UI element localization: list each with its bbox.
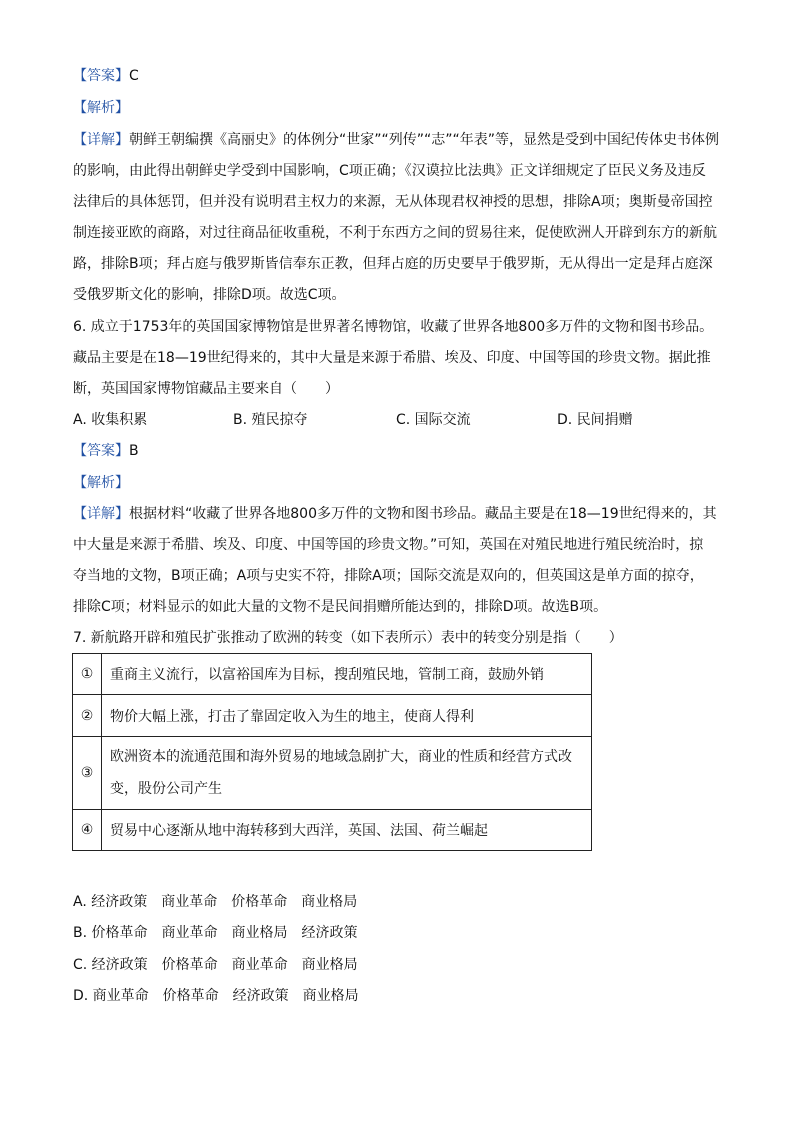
q7-table (72, 653, 592, 851)
detail-text: 根据材料“收藏了世界各地800多万件的文物和图书珍品。藏品主要是在18—19世纪得来的，其 (129, 506, 717, 522)
row-text: 物价大幅上涨，打击了靠固定收入为生的地主，使商人得利 (102, 695, 592, 737)
q6-stem-line-2: 藏品主要是在18—19世纪得来的，其中大量是来源于希腊、埃及、印度、中国等国的珍贵文物。据此推 (73, 350, 711, 366)
q6-stem-line-3: 断，英国国家博物馆藏品主要来自（ ） (73, 381, 339, 397)
q5-detail-line-2: 的影响，由此得出朝鲜史学受到中国影响，C项正确；《汉谟拉比法典》正文详细规定了臣民义务及违反 (73, 163, 706, 179)
q7-option-c: C. 经济政策 价格革命 商业革命 商业格局 (73, 957, 358, 973)
answer-value: B (129, 443, 139, 459)
q7-option-b: B. 价格革命 商业革命 商业格局 经济政策 (73, 925, 358, 941)
q5-detail-line-5: 路，排除B项；拜占庭与俄罗斯皆信奉东正教，但拜占庭的历史要早于俄罗斯，无从得出一定是拜占庭深 (73, 256, 713, 272)
q6-option-b: B. 殖民掠夺 (233, 412, 308, 428)
analysis-tag: 【解析】 (73, 100, 129, 116)
q6-detail-line-2: 中大量是来源于希腊、埃及、印度、中国等国的珍贵文物。”可知，英国在对殖民地进行殖民统治时，掠 (73, 537, 704, 553)
analysis-tag: 【解析】 (73, 475, 129, 491)
q6-analysis-line (73, 473, 129, 493)
q5-analysis-line (73, 98, 129, 118)
row-text (102, 737, 592, 810)
table-row (73, 810, 592, 851)
q6-detail-line-3: 夺当地的文物，B项正确；A项与史实不符，排除A项；国际交流是双向的，但英国这是单方面的掠夺， (73, 568, 704, 584)
row-number: ③ (73, 737, 102, 810)
q6-detail-line-1 (73, 504, 717, 524)
table-row (73, 695, 592, 737)
row-text: 重商主义流行，以富裕国库为目标，搜刮殖民地，管制工商，鼓励外销 (102, 654, 592, 695)
table-row (73, 737, 592, 810)
q6-detail-line-4: 排除C项；材料显示的如此大量的文物不是民间捐赠所能达到的，排除D项。故选B项。 (73, 599, 608, 615)
table-row (73, 654, 592, 695)
q5-answer-line (73, 66, 139, 86)
row-text: 贸易中心逐渐从地中海转移到大西洋，英国、法国、荷兰崛起 (102, 810, 592, 851)
q5-detail-line-1 (73, 130, 719, 150)
answer-tag: 【答案】 (73, 443, 129, 459)
q6-option-a: A. 收集积累 (73, 412, 148, 428)
detail-tag: 【详解】 (73, 506, 129, 522)
row-number: ④ (73, 810, 102, 851)
q7-stem: 7. 新航路开辟和殖民扩张推动了欧洲的转变（如下表所示）表中的转变分别是指（ ） (73, 630, 623, 646)
detail-text: 朝鲜王朝编撰《高丽史》的体例分“世家”“列传”“志”“年表”等，显然是受到中国纪传体史书体例 (129, 132, 720, 148)
answer-value: C (129, 68, 139, 84)
detail-tag: 【详解】 (73, 132, 129, 148)
q5-detail-line-4: 制连接亚欧的商路，对过往商品征收重税，不利于东西方之间的贸易往来，促使欧洲人开辟到东方的新航 (73, 225, 717, 241)
answer-tag: 【答案】 (73, 68, 129, 84)
q6-answer-line (73, 441, 139, 461)
q7-option-a: A. 经济政策 商业革命 价格革命 商业格局 (73, 894, 358, 910)
q6-options (73, 410, 733, 430)
row-text-line: 变，股份公司产生 (110, 781, 222, 797)
q6-stem-line-1: 6. 成立于1753年的英国国家博物馆是世界著名博物馆，收藏了世界各地800多万件的文物和图书珍品。 (73, 319, 714, 335)
row-number: ① (73, 654, 102, 695)
q5-detail-line-6: 受俄罗斯文化的影响，排除D项。故选C项。 (73, 287, 346, 303)
q6-option-d: D. 民间捐赠 (557, 412, 633, 428)
q6-option-c: C. 国际交流 (396, 412, 471, 428)
row-number: ② (73, 695, 102, 737)
q7-option-d: D. 商业革命 价格革命 经济政策 商业格局 (73, 988, 359, 1004)
q5-detail-line-3: 法律后的具体惩罚，但并没有说明君主权力的来源，无从体现君权神授的思想，排除A项；奥斯曼帝国控 (73, 194, 713, 210)
row-text-line: 欧洲资本的流通范围和海外贸易的地域急剧扩大，商业的性质和经营方式改 (110, 749, 572, 765)
